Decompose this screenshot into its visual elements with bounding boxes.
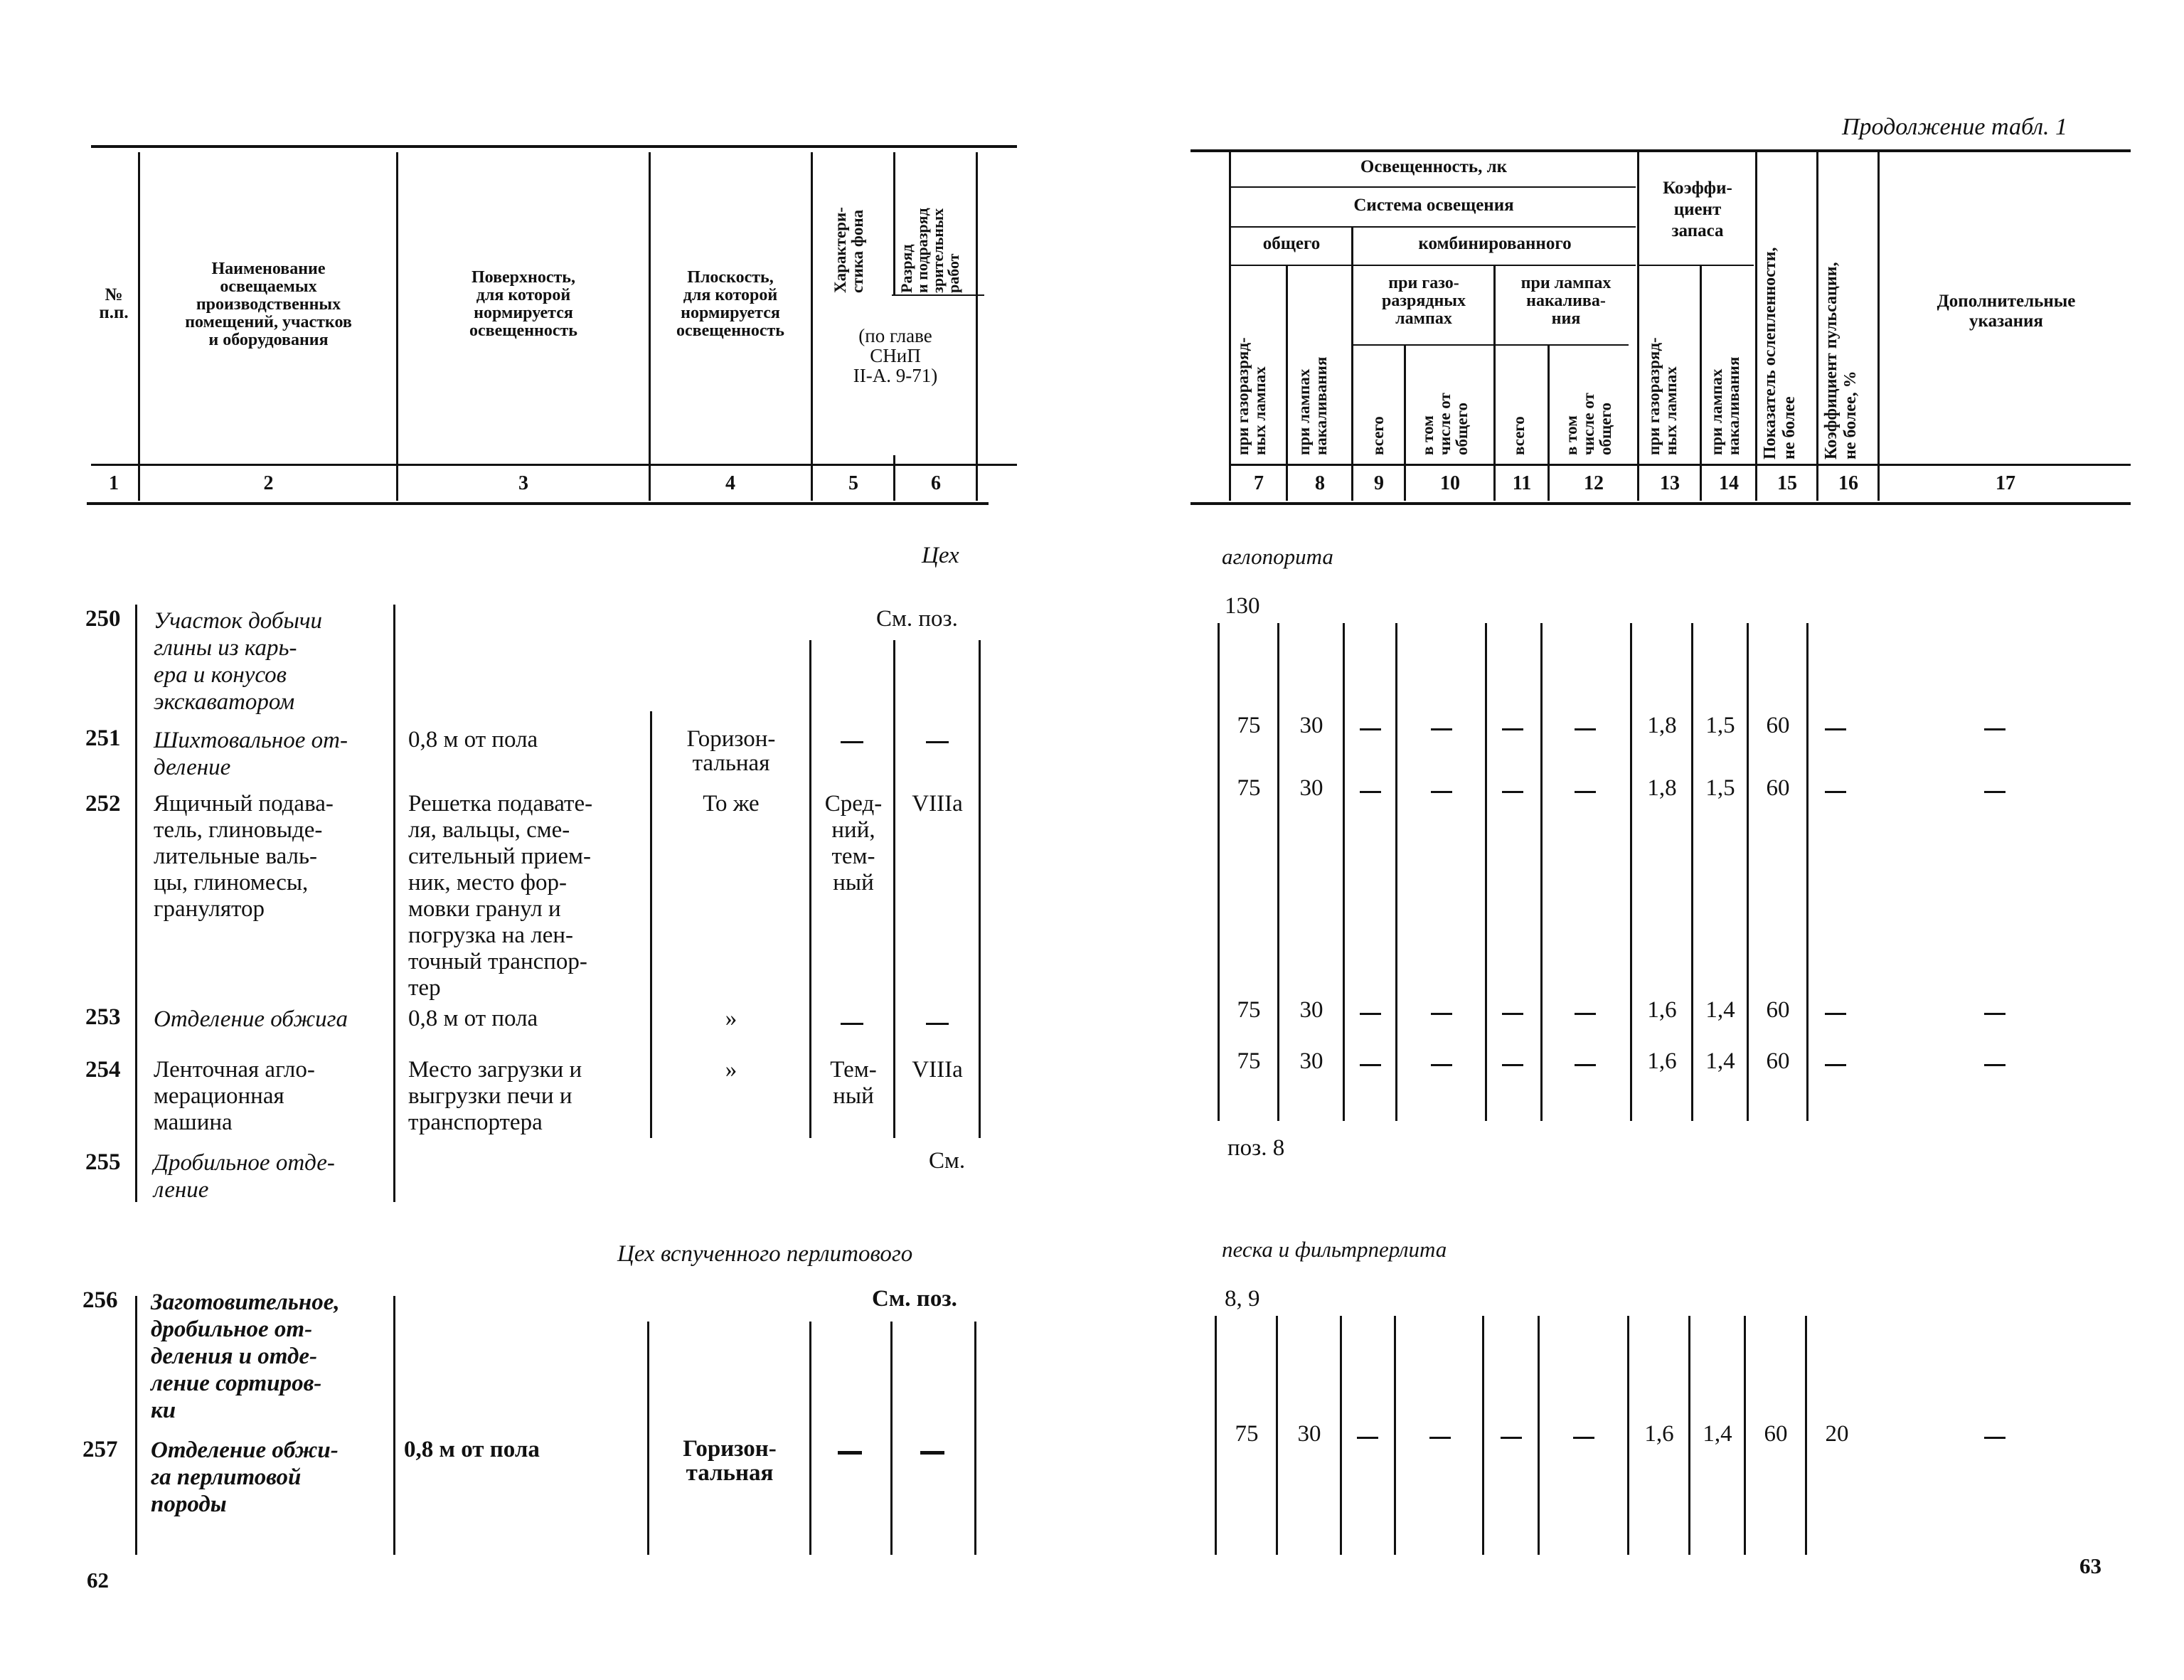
row-254-v17 <box>1984 1064 2005 1066</box>
row-253-v11 <box>1502 1013 1523 1015</box>
row-253-v15: 60 <box>1766 997 1790 1023</box>
row-257-v7: 75 <box>1235 1421 1259 1447</box>
row-253-v17 <box>1984 1013 2005 1015</box>
row-253-v16 <box>1825 1013 1846 1015</box>
row-253-v13: 1,6 <box>1647 997 1677 1023</box>
row-250-num: 250 <box>85 606 121 632</box>
header-c15: Показатель ослепленности, не более <box>1761 247 1799 459</box>
row-257-v9 <box>1357 1437 1378 1439</box>
row-252-v16 <box>1825 791 1846 793</box>
row-257-v12 <box>1573 1437 1594 1439</box>
row-257-v8: 30 <box>1297 1421 1321 1447</box>
page-number-right: 63 <box>2079 1553 2102 1578</box>
row-255-name: Дробильное отде- ление <box>154 1150 335 1203</box>
header-c11: всего <box>1510 416 1528 455</box>
row-257-name: Отделение обжи- га перлитовой породы <box>151 1437 339 1517</box>
row-253-grade <box>926 1023 949 1025</box>
header-combined: комбинированного <box>1418 234 1572 253</box>
section-heading-left-1: Цех <box>922 543 959 568</box>
row-251-v14: 1,5 <box>1705 713 1735 738</box>
colnum-4: 4 <box>725 472 735 494</box>
row-252-v8: 30 <box>1299 775 1323 801</box>
row-253-plane: » <box>725 1006 737 1031</box>
row-252-v12 <box>1575 791 1596 793</box>
colnum-11: 11 <box>1512 472 1532 494</box>
row-252-bg: Сред- ний, тем- ный <box>824 791 883 895</box>
row-253-v8: 30 <box>1299 997 1323 1023</box>
ref-250-left: См. поз. <box>876 606 958 632</box>
colnum-3: 3 <box>518 472 528 494</box>
row-252-v9 <box>1360 791 1381 793</box>
row-252-v15: 60 <box>1766 775 1790 801</box>
row-254-plane: » <box>725 1057 737 1083</box>
row-251-v16 <box>1825 728 1846 730</box>
header-c6: Разряд и подразряд зрительных работ <box>897 208 962 293</box>
header-gas: при газо- разрядных лампах <box>1381 274 1466 328</box>
header-c3: Поверхность, для которой нормируется освещенность <box>469 268 577 340</box>
row-252-v10 <box>1431 791 1452 793</box>
header-c17: Дополнительные указания <box>1937 292 2076 331</box>
header-c7: при газоразряд- ных лампах <box>1234 337 1269 455</box>
colnum-1: 1 <box>109 472 119 494</box>
row-254-v11 <box>1502 1064 1523 1066</box>
section-heading-left-2: Цех вспученного перлитового <box>617 1241 913 1267</box>
ref-256-right: 8, 9 <box>1225 1286 1260 1312</box>
row-254-v9 <box>1360 1064 1381 1066</box>
header-c13: при газоразряд- ных лампах <box>1645 337 1680 455</box>
header-reserve: Коэффи- циент запаса <box>1663 179 1732 240</box>
colnum-13: 13 <box>1660 472 1680 494</box>
row-251-bg <box>841 741 863 743</box>
row-256-num: 256 <box>82 1287 118 1313</box>
row-254-v16 <box>1825 1064 1846 1066</box>
row-254-v7: 75 <box>1237 1048 1261 1074</box>
header-c12: в том числе от общего <box>1562 393 1614 455</box>
row-257-v14: 1,4 <box>1703 1421 1732 1447</box>
row-253-bg <box>841 1023 863 1025</box>
row-253-v14: 1,4 <box>1705 997 1735 1023</box>
row-251-num: 251 <box>85 725 121 751</box>
row-252-name: Ящичный подава- тель, глиновыде- лительные валь- цы, глиномесы, гранулятор <box>154 791 334 922</box>
header-system: Система освещения <box>1353 196 1514 215</box>
row-251-v9 <box>1360 728 1381 730</box>
colnum-5: 5 <box>848 472 858 494</box>
colnum-8: 8 <box>1315 472 1325 494</box>
row-253-num: 253 <box>85 1004 121 1030</box>
row-252-grade: VIIIa <box>912 791 963 817</box>
row-257-grade <box>920 1451 944 1455</box>
section-heading-right-2: песка и фильтрперлита <box>1222 1237 1447 1262</box>
row-252-v11 <box>1502 791 1523 793</box>
row-252-v13: 1,8 <box>1647 775 1677 801</box>
row-253-v7: 75 <box>1237 997 1261 1023</box>
colnum-7: 7 <box>1254 472 1264 494</box>
row-253-v9 <box>1360 1013 1381 1015</box>
row-257-num: 257 <box>82 1437 118 1462</box>
row-256-name: Заготовительное, дробильное от- деления и отде- ление сортиров- ки <box>151 1290 340 1423</box>
header-c4: Плоскость, для которой нормируется освещенность <box>676 268 784 340</box>
row-253-v10 <box>1431 1013 1452 1015</box>
colnum-12: 12 <box>1584 472 1604 494</box>
row-252-v17 <box>1984 791 2005 793</box>
header-illuminance: Освещенность, лк <box>1360 157 1508 176</box>
header-c1: № п.п. <box>99 285 129 322</box>
row-255-num: 255 <box>85 1149 121 1175</box>
row-254-v14: 1,4 <box>1705 1048 1735 1074</box>
row-251-v11 <box>1502 728 1523 730</box>
row-251-v15: 60 <box>1766 713 1790 738</box>
ref-255-right: поз. 8 <box>1227 1135 1285 1161</box>
header-c2: Наименование освещаемых производственных помещений, участков и оборудования <box>185 260 352 349</box>
row-251-name: Шихтовальное от- деление <box>154 728 348 780</box>
row-257-v11 <box>1501 1437 1522 1439</box>
row-254-bg: Тем- ный <box>830 1057 877 1109</box>
row-254-num: 254 <box>85 1057 121 1083</box>
colnum-6: 6 <box>931 472 941 494</box>
row-254-v8: 30 <box>1299 1048 1323 1074</box>
row-254-surface: Место загрузки и выгрузки печи и транспортера <box>408 1057 582 1135</box>
header-general: общего <box>1262 234 1321 253</box>
header-c56: (по главе СНиП II-А. 9-71) <box>853 325 938 386</box>
row-252-plane: То же <box>703 791 760 817</box>
row-251-v12 <box>1575 728 1596 730</box>
colnum-9: 9 <box>1374 472 1384 494</box>
row-257-surface: 0,8 м от пола <box>404 1437 540 1462</box>
row-252-surface: Решетка подавате- ля, вальцы, сме- сительный прием- ник, место фор- мовки гранул и погрузка на лен- точный транспор- тер <box>408 791 593 1001</box>
row-253-v12 <box>1575 1013 1596 1015</box>
row-254-v12 <box>1575 1064 1596 1066</box>
header-c8: при лампах накаливания <box>1295 356 1330 455</box>
colnum-10: 10 <box>1440 472 1460 494</box>
row-254-v15: 60 <box>1766 1048 1790 1074</box>
row-257-plane: Горизон- тальная <box>683 1436 777 1486</box>
row-254-v13: 1,6 <box>1647 1048 1677 1074</box>
row-257-v16: 20 <box>1825 1421 1849 1447</box>
row-257-v13: 1,6 <box>1644 1421 1674 1447</box>
row-251-v7: 75 <box>1237 713 1261 738</box>
row-251-plane: Горизон- тальная <box>686 726 776 776</box>
row-252-v14: 1,5 <box>1705 775 1735 801</box>
row-251-grade <box>926 741 949 743</box>
ref-250-right: 130 <box>1225 593 1260 619</box>
row-254-grade: VIIIa <box>912 1057 963 1083</box>
colnum-14: 14 <box>1719 472 1739 494</box>
row-253-name: Отделение обжига <box>154 1006 348 1032</box>
colnum-2: 2 <box>263 472 274 494</box>
row-251-v10 <box>1431 728 1452 730</box>
header-incand: при лампах накалива- ния <box>1520 274 1612 328</box>
header-c16: Коэффициент пульсации, не более, % <box>1822 262 1860 459</box>
header-c5: Характери- стика фона <box>831 207 866 293</box>
row-253-surface: 0,8 м от пола <box>408 1006 538 1031</box>
colnum-16: 16 <box>1838 472 1858 494</box>
ref-255-left: См. <box>929 1148 966 1174</box>
row-254-v10 <box>1431 1064 1452 1066</box>
row-254-name: Ленточная агло- мерационная машина <box>154 1057 315 1135</box>
row-257-v10 <box>1429 1437 1451 1439</box>
colnum-17: 17 <box>1996 472 2015 494</box>
row-252-v7: 75 <box>1237 775 1261 801</box>
row-251-surface: 0,8 м от пола <box>408 727 538 753</box>
row-257-v17 <box>1984 1437 2005 1439</box>
row-257-bg <box>838 1451 862 1455</box>
row-257-v15: 60 <box>1764 1421 1788 1447</box>
row-252-num: 252 <box>85 791 121 817</box>
header-c9: всего <box>1369 416 1387 455</box>
row-251-v13: 1,8 <box>1647 713 1677 738</box>
row-250-name: Участок добычи глины из карь- ера и конусов экскаватором <box>154 608 323 715</box>
header-c14: при лампах накаливания <box>1708 356 1742 455</box>
section-heading-right-1: аглопорита <box>1222 544 1333 569</box>
page-number-left: 62 <box>87 1568 109 1593</box>
row-251-v8: 30 <box>1299 713 1323 738</box>
header-c10: в том числе от общего <box>1419 393 1471 455</box>
ref-256-left: См. поз. <box>872 1286 957 1312</box>
row-251-v17 <box>1984 728 2005 730</box>
colnum-15: 15 <box>1777 472 1797 494</box>
continuation-title: Продолжение табл. 1 <box>1842 114 2068 140</box>
